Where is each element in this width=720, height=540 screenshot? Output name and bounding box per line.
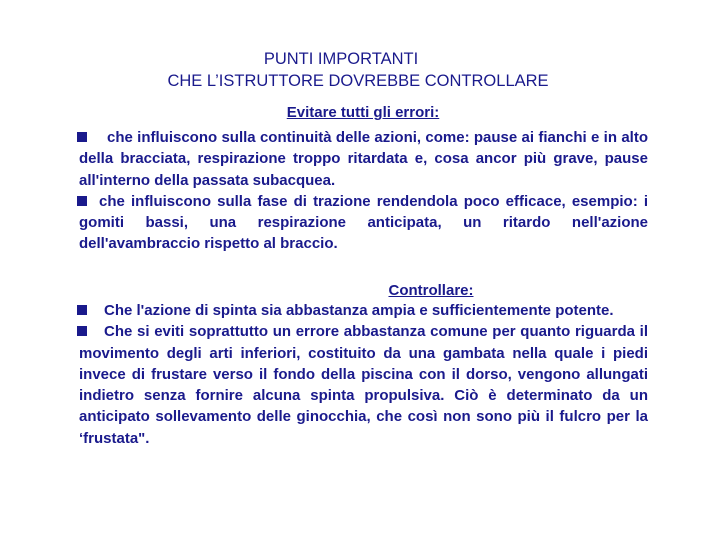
section2-item-2 bbox=[79, 321, 648, 449]
square-bullet-icon bbox=[77, 132, 87, 142]
section2-item-1-text: Che l'azione di spinta sia abbastanza ampia e sufficientemente potente. bbox=[104, 302, 614, 319]
section1-item-1 bbox=[79, 127, 648, 191]
section1-heading: Evitare tutti gli errori: bbox=[286, 104, 440, 121]
square-bullet-icon bbox=[77, 305, 87, 315]
title-line-1: PUNTI IMPORTANTI bbox=[263, 50, 419, 68]
title-line-2: CHE L’ISTRUTTORE DOVREBBE CONTROLLARE bbox=[167, 72, 549, 90]
section1-item-1-text: che influiscono sulla continuità delle azioni, come: pause ai fianchi e in alto della bracciata, respirazione troppo ritardata e, cosa ancor più grave, pause all'interno della passata subacquea. bbox=[79, 129, 648, 189]
section2-item-2-text: Che si eviti soprattutto un errore abbastanza comune per quanto riguarda il movimento degli arti inferiori, costituito da una gambata nella quale i piedi invece di frustare verso il fondo della piscina con il dorso, vengono allungati indietro senza fornire alcuna spinta propulsiva. Ciò è determinato da un anticipato sollevamento delle ginocchia, che così non sono più il fulcro per la ‘frustata". bbox=[79, 323, 648, 447]
square-bullet-icon bbox=[77, 326, 87, 336]
section2-item-1 bbox=[79, 300, 648, 321]
square-bullet-icon bbox=[77, 196, 87, 206]
section1-item-2-text: che influiscono sulla fase di trazione rendendola poco efficace, esempio: i gomiti bassi, una respirazione anticipata, un ritardo nell'azione dell'avambraccio rispetto al braccio. bbox=[79, 192, 648, 253]
section1-body bbox=[79, 127, 648, 255]
section2-body bbox=[79, 300, 648, 449]
section1-item-2 bbox=[79, 191, 648, 255]
section2-heading: Controllare: bbox=[388, 282, 474, 299]
slide-title bbox=[0, 48, 720, 92]
